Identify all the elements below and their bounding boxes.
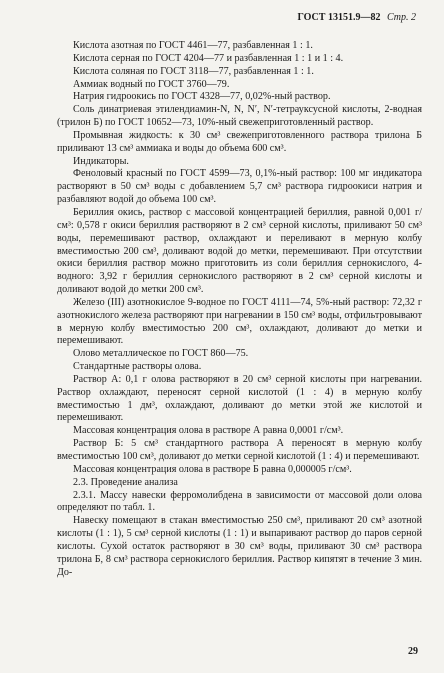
text-paragraph: Железо (III) азотнокислое 9-водное по ГОСТ 4111—74, 5%-ный раствор: 72,32 г азотнокислого железа растворяют при нагревании в 150 см³ воды, отфильтровывают в мерную колбу вместимостью 200 см³, охлаждают, доливают до метки и перемешивают. bbox=[57, 296, 422, 347]
page-label: Стр. 2 bbox=[386, 12, 416, 23]
text-line: Кислота серная по ГОСТ 4204—77 и разбавленная 1 : 1 и 1 : 4. bbox=[73, 52, 344, 64]
text-line: Аммиак водный по ГОСТ 3760—79. bbox=[73, 78, 230, 90]
text-line: Массовая концентрация олова в растворе А равна 0,0001 г/см³. bbox=[73, 425, 344, 437]
text-line: Кислота соляная по ГОСТ 3118—77, разбавленная 1 : 1. bbox=[73, 65, 314, 77]
text-line: Стандартные растворы олова. bbox=[73, 361, 202, 373]
text-line: Кислота азотная по ГОСТ 4461—77, разбавленная 1 : 1. bbox=[73, 40, 313, 51]
text-line: Натрия гидроокись по ГОСТ 4328—77, 0,02%-ный раствор. bbox=[73, 91, 331, 103]
standard-code: ГОСТ 13151.9—82 bbox=[297, 12, 381, 23]
text-paragraph: Феноловый красный по ГОСТ 4599—73, 0,1%-ный раствор: 100 мг индикатора растворяют в 50 см³ воды с добавлением 5,7 см³ раствора гидроокиси натрия и разбавляют водой до объема 100 см³. bbox=[57, 168, 422, 206]
text-paragraph: Бериллия окись, раствор с массовой концентрацией бериллия, равной 0,001 г/см³: 0,578 г окиси бериллия растворяют в 2 см³ серной кислоты, приливают 50 см³ воды, перемешивают раствор, охлаждают и переливают в мерную колбу вместимостью 200 см³, доливают водой до метки, перемешивают. При отсутствии окиси бериллия раствор можно приготовить из соли бериллия сернокислого, 4-водного: 3,92 г бериллия сернокислого растворяют в 2 см³ серной кислоты и доливают водой до метки 200 см³. bbox=[57, 206, 422, 296]
text-paragraph: Навеску помещают в стакан вместимостью 250 см³, приливают 20 см³ азотной кислоты (1 : 1), 5 см³ серной кислоты (1 : 1) и выпаривают раствор до паров серной кислоты. Сухой остаток растворяют в 30 см³ воды, приливают 30 см³ раствора трилона Б, 8 см³ раствора сернокислого бериллия. Раствор кипятят в течение 3 мин. До- bbox=[57, 515, 422, 578]
page-header bbox=[298, 12, 416, 23]
text-line: Массовая концентрация олова в растворе Б равна 0,000005 г/см³. bbox=[73, 463, 352, 475]
section-heading: 2.3. Проведение анализа bbox=[73, 476, 178, 488]
document-body bbox=[57, 40, 422, 579]
text-line: Индикаторы. bbox=[73, 155, 129, 167]
text-paragraph: 2.3.1. Массу навески ферромолибдена в зависимости от массовой доли олова определяют по табл. 1. bbox=[57, 489, 422, 514]
text-paragraph: Соль динатриевая этилендиамин-N, N, N′, N′-тетрауксусной кислоты, 2-водная (трилон Б) по ГОСТ 10652—73, 10%-ный свежеприготовленный раствор. bbox=[57, 104, 422, 129]
page-number: 29 bbox=[408, 646, 418, 657]
text-paragraph: Промывная жидкость: к 30 см³ свежеприготовленного раствора трилона Б приливают 13 см³ аммиака и воды до объема 600 см³. bbox=[57, 129, 422, 154]
text-paragraph: Раствор Б: 5 см³ стандартного раствора А переносят в мерную колбу вместимостью 100 см³, доливают до метки серной кислотой (1 : 4) и перемешивают. bbox=[57, 438, 422, 462]
text-paragraph: Раствор А: 0,1 г олова растворяют в 20 см³ серной кислоты при нагревании. Раствор охлаждают, переносят серной кислотой (1 : 4) в мерную колбу вместимостью 1 дм³, охлаждают, доливают до метки этой же кислотой и перемешивают. bbox=[57, 373, 422, 424]
text-line: Олово металлическое по ГОСТ 860—75. bbox=[73, 348, 249, 360]
